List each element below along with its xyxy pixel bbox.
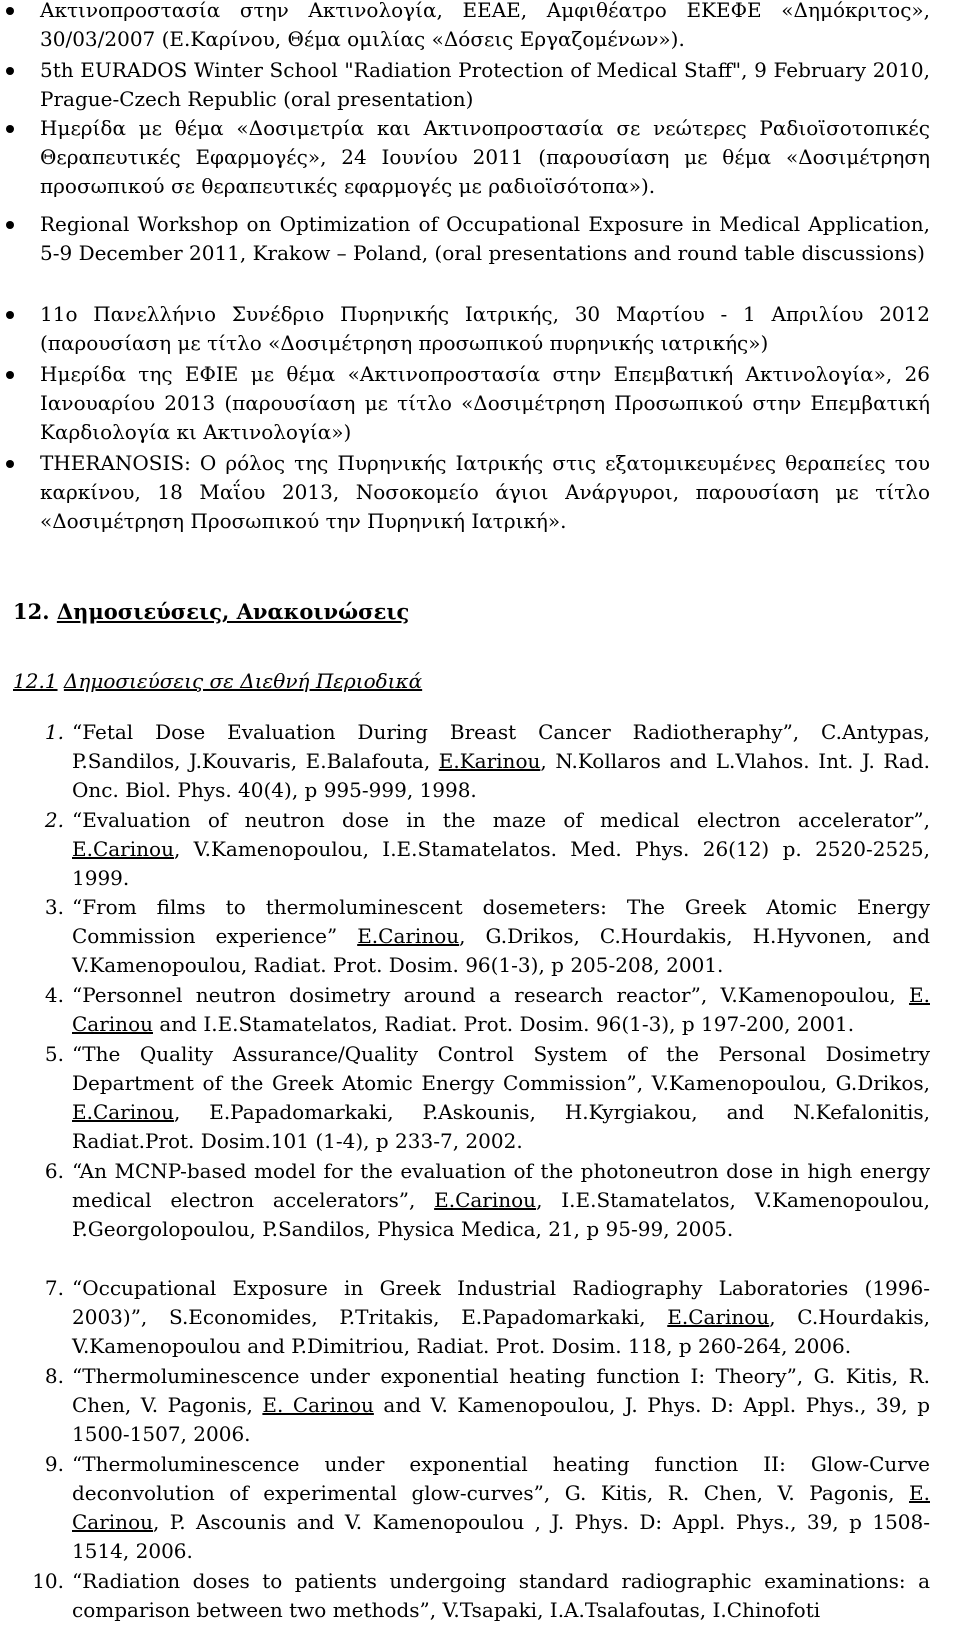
publication-number: 8. [44, 1364, 64, 1388]
publication-item: 8. “Thermoluminescence under exponential heating function I: Theory”, G. Kitis, R. Chen, V. Pagonis, E. Carinou and V. Kamenopoulou, J. Phys. D: Appl. Phys., 39, p 1500-1507, 2006. [72, 1362, 930, 1449]
list-item: 5th EURADOS Winter School "Radiation Protection of Medical Staff", 9 February 2010, Prague-Czech Republic (oral presentation) [40, 56, 930, 114]
subsection-title: Δημοσιεύσεις σε Διεθνή Περιοδικά [63, 669, 423, 693]
publication-number: 3. [44, 895, 64, 919]
publication-item: 7. “Occupational Exposure in Greek Industrial Radiography Laboratories (1996-2003)”, S.Economides, P.Tritakis, E.Papadomarkaki, E.Carinou, C.Hourdakis, V.Kamenopoulou and P.Dimitriou, Radiat. Prot. Dosim. 118, p 260-264, 2006. [72, 1274, 930, 1361]
publication-item: 3. “From films to thermoluminescent dosemeters: The Greek Atomic Energy Commission experience” E.Carinou, G.Drikos, C.Hourdakis, H.Hyvonen, and V.Kamenopoulou, Radiat. Prot. Dosim. 96(1-3), p 205-208, 2001. [72, 893, 930, 980]
bullet-icon [6, 67, 14, 75]
publication-number: 7. [44, 1276, 64, 1300]
list-item: Ημερίδα με θέμα «Δοσιμετρία και Ακτινοπροστασία σε νεώτερες Ραδιοϊσοτοπικές Θεραπευτικές Εφαρμογές», 24 Ιουνίου 2011 (παρουσίαση με θέμα «Δοσιμέτρηση προσωπικού σε θεραπευτικές εφαρμογές με ραδιοϊσότοπα»). [40, 114, 930, 201]
publication-number: 9. [44, 1452, 64, 1476]
publication-item: 9. “Thermoluminescence under exponential heating function II: Glow-Curve deconvolution of experimental glow-curves”, G. Kitis, R. Chen, V. Pagonis, E. Carinou, P. Ascounis and V. Kamenopoulou , J. Phys. D: Appl. Phys., 39, p 1508-1514, 2006. [72, 1450, 930, 1566]
publication-number: 1. [44, 720, 64, 744]
publication-item: 4. “Personnel neutron dosimetry around a research reactor”, V.Kamenopoulou, E. Carinou and I.E.Stamatelatos, Radiat. Prot. Dosim. 96(1-3), p 197-200, 2001. [72, 981, 930, 1039]
bullet-icon [6, 311, 14, 319]
publication-number: 5. [44, 1042, 64, 1066]
list-item: Ημερίδα της ΕΦΙΕ με θέμα «Ακτινοπροστασία στην Επεμβατική Ακτινολογία», 26 Ιανουαρίου 2013 (παρουσίαση με τίτλο «Δοσιμέτρηση Προσωπικού στην Επεμβατική Καρδιολογία κι Ακτινολογία») [40, 360, 930, 447]
publication-item: 5. “The Quality Assurance/Quality Control System of the Personal Dosimetry Department of the Greek Atomic Energy Commission”, V.Kamenopoulou, G.Drikos, E.Carinou, E.Papadomarkaki, P.Askounis, H.Kyrgiakou, and N.Kefalonitis, Radiat.Prot. Dosim.101 (1-4), p 233-7, 2002. [72, 1040, 930, 1156]
publication-number: 4. [44, 983, 64, 1007]
publication-number: 2. [44, 808, 64, 832]
publication-number: 10. [32, 1569, 64, 1593]
subsection-number: 12.1 [13, 669, 58, 693]
list-item: 11ο Πανελλήνιο Συνέδριο Πυρηνικής Ιατρικής, 30 Μαρτίου - 1 Απριλίου 2012 (παρουσίαση με τίτλο «Δοσιμέτρηση προσωπικού πυρηνικής ιατρικής») [40, 300, 930, 358]
publication-number: 6. [44, 1159, 64, 1183]
publication-item: 6. “An MCNP-based model for the evaluation of the photoneutron dose in high energy medical electron accelerators”, E.Carinou, I.E.Stamatelatos, V.Kamenopoulou, P.Georgolopoulou, P.Sandilos, Physica Medica, 21, p 95-99, 2005. [72, 1157, 930, 1244]
bullet-icon [6, 460, 14, 468]
publication-item: 10. “Radiation doses to patients undergoing standard radiographic examinations: a comparison between two methods”, V.Tsapaki, I.A.Tsalafoutas, I.Chinofoti [72, 1567, 930, 1625]
section-heading [13, 599, 409, 624]
section-title: Δημοσιεύσεις, Ανακοινώσεις [56, 599, 410, 624]
bullet-icon [6, 125, 14, 133]
bullet-icon [6, 7, 14, 15]
section-number: 12. [13, 599, 50, 624]
list-item: Regional Workshop on Optimization of Occupational Exposure in Medical Application, 5-9 December 2011, Krakow – Poland, (oral presentations and round table discussions) [40, 210, 930, 268]
bullet-icon [6, 371, 14, 379]
publication-item: 2. “Evaluation of neutron dose in the maze of medical electron accelerator”, E.Carinou, V.Kamenopoulou, I.E.Stamatelatos. Med. Phys. 26(12) p. 2520-2525, 1999. [72, 806, 930, 893]
list-item: THERANOSIS: Ο ρόλος της Πυρηνικής Ιατρικής στις εξατομικευμένες θεραπείες του καρκίνου, 18 Μαΐου 2013, Νοσοκομείο άγιοι Ανάργυροι, παρουσίαση με τίτλο «Δοσιμέτρηση Προσωπικού την Πυρηνική Ιατρική». [40, 449, 930, 536]
subsection-heading [13, 669, 422, 693]
publication-item: 1. “Fetal Dose Evaluation During Breast Cancer Radiotheraphy”, C.Antypas, P.Sandilos, J.Kouvaris, E.Balafouta, E.Karinou, N.Kollaros and L.Vlahos. Int. J. Rad. Onc. Biol. Phys. 40(4), p 995-999, 1998. [72, 718, 930, 805]
bullet-icon [6, 221, 14, 229]
list-item: Ακτινοπροστασία στην Ακτινολογία, ΕΕΑΕ, Αμφιθέατρο ΕΚΕΦΕ «Δημόκριτος», 30/03/2007 (Ε.Καρίνου, Θέμα ομιλίας «Δόσεις Εργαζομένων»). [40, 0, 930, 54]
